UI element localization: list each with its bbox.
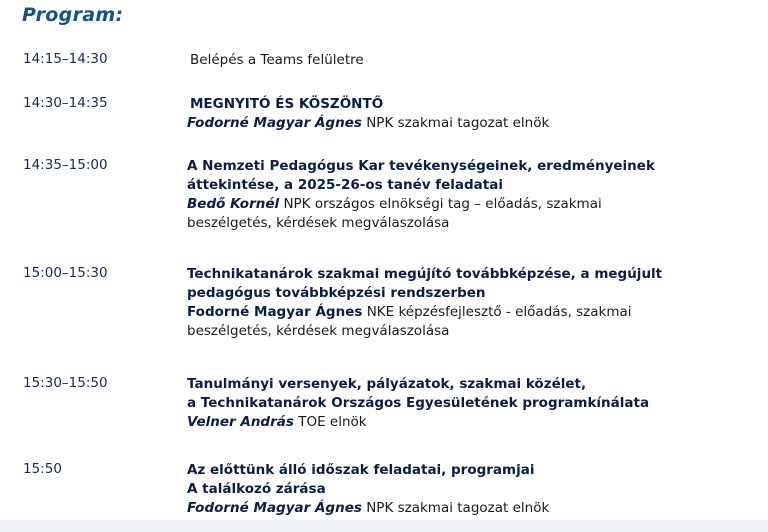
speaker-name: Fodorné Magyar Ágnes — [187, 304, 363, 320]
speaker-role: NPK szakmai tagozat elnök — [366, 115, 550, 131]
program-title-line: áttekintése, a 2025-26-os tanév feladatai — [187, 177, 503, 193]
speaker-name: Bedő Kornél — [187, 196, 280, 212]
program-title-line: a Technikatanárok Országos Egyesületének programkínálata — [187, 395, 650, 411]
program-content — [187, 157, 757, 233]
program-content — [187, 95, 757, 133]
program-speaker-line — [187, 303, 757, 322]
program-time: 14:35–15:00 — [23, 157, 108, 173]
speaker-role: TOE elnök — [298, 414, 367, 430]
program-time: 14:30–14:35 — [23, 95, 108, 111]
program-heading: Program: — [22, 4, 124, 26]
program-speaker-line — [187, 195, 757, 214]
program-title: MEGNYITÓ ÉS KÖSZÖNTŐ — [190, 96, 384, 112]
program-title-line: A találkozó zárása — [187, 481, 326, 497]
speaker-name: Fodorné Magyar Ágnes — [187, 115, 362, 131]
program-speaker-line — [187, 499, 757, 518]
speaker-role-continued: beszélgetés, kérdések megválaszolása — [187, 215, 450, 231]
speaker-role: NPK szakmai tagozat elnök — [366, 500, 550, 516]
speaker-role: NPK országos elnökségi tag – előadás, szakmai — [283, 196, 602, 212]
program-title-line: A Nemzeti Pedagógus Kar tevékenységeinek, eredményeinek — [187, 158, 655, 174]
program-title-line: pedagógus továbbképzési rendszerben — [187, 285, 486, 301]
program-title-line: Technikatanárok szakmai megújító továbbképzése, a megújult — [187, 266, 663, 282]
program-speaker-line — [187, 413, 757, 432]
program-time: 15:50 — [23, 461, 62, 477]
program-content — [187, 375, 757, 432]
program-title: Belépés a Teams felületre — [190, 52, 364, 68]
program-speaker-line — [187, 114, 757, 133]
program-content — [190, 51, 760, 70]
speaker-name: Velner András — [187, 414, 294, 430]
speaker-role: NKE képzésfejlesztő - előadás, szakmai — [366, 304, 632, 320]
program-content — [187, 265, 757, 341]
program-time: 14:15–14:30 — [23, 51, 108, 67]
program-title-line: Az előttünk álló időszak feladatai, programjai — [187, 462, 535, 478]
program-title-line: Tanulmányi versenyek, pályázatok, szakmai közélet, — [187, 376, 587, 392]
program-content — [187, 461, 757, 518]
page-bottom-bar — [0, 520, 768, 532]
speaker-role-continued: beszélgetés, kérdések megválaszolása — [187, 323, 450, 339]
speaker-name: Fodorné Magyar Ágnes — [187, 500, 362, 516]
program-time: 15:00–15:30 — [23, 265, 108, 281]
program-time: 15:30–15:50 — [23, 375, 108, 391]
